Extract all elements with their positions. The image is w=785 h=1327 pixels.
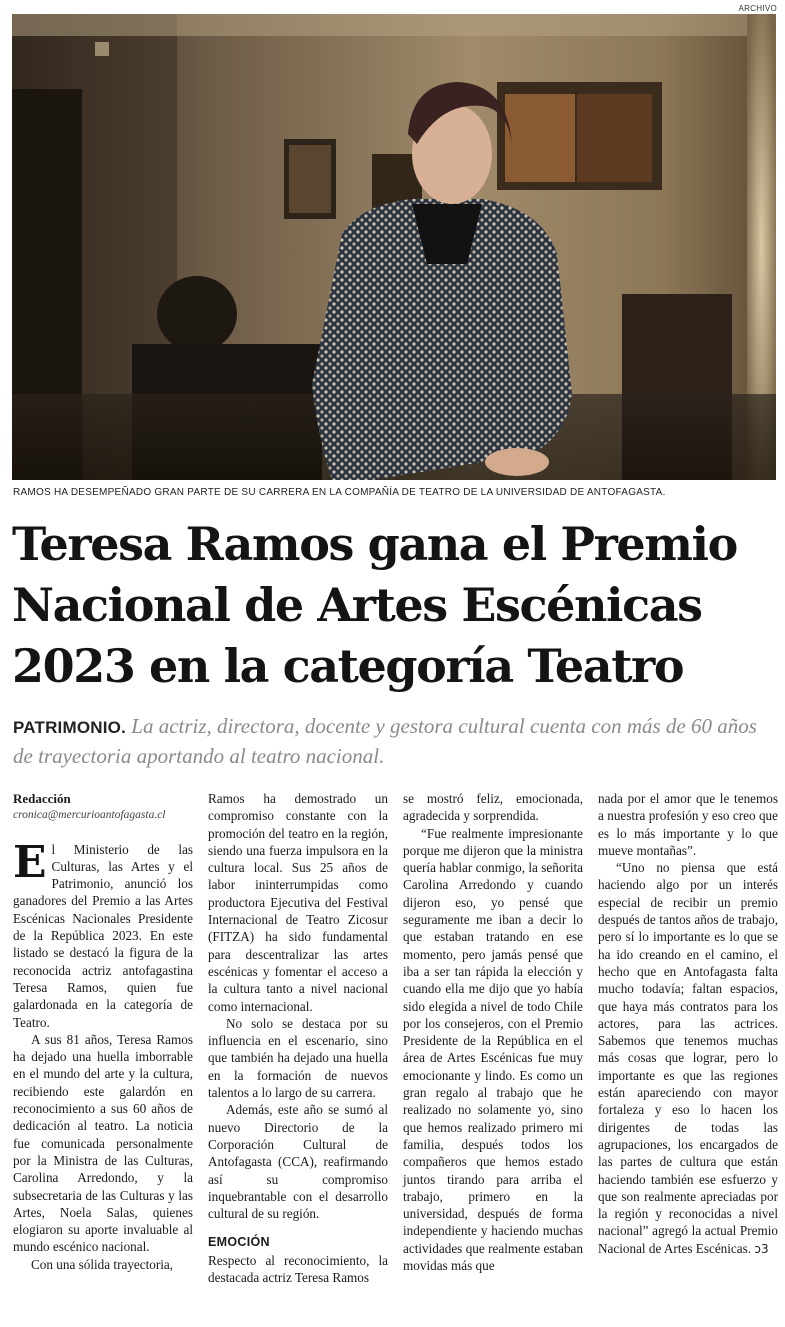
paragraph: Además, este año se sumó al nuevo Directorio de la Corporación Cultural de Antofagasta (CCA), reafirmando así su compromiso inquebrantable con el desarrollo cultural de su región. [208, 1102, 388, 1222]
byline-author: Redacción [13, 791, 71, 806]
column-1 [13, 790, 193, 1320]
deck [13, 712, 779, 770]
headline-line-3: 2023 en la categoría Teatro [12, 639, 684, 693]
paragraph: A sus 81 años, Teresa Ramos ha dejado una huella imborrable en el mundo del arte y la cultura, recibiendo este galardón en reconocimiento a sus 60 años de dedicación al teatro. La noticia fue comunicada personalmente por la Ministra de las Culturas, Carolina Arredondo, y la subsecretaria de las Culturas y las Artes, Noela Salas, quienes elogiaron su aporte invaluable al mundo escénico nacional. [13, 1031, 193, 1255]
end-mark-icon: ↄ3 [754, 1241, 769, 1256]
photo-caption: RAMOS HA DESEMPEÑADO GRAN PARTE DE SU CARRERA EN LA COMPAÑÍA DE TEATRO DE LA UNIVERSIDAD DE ANTOFAGASTA. [13, 487, 666, 498]
article-body [13, 790, 778, 1320]
portrait-image [12, 14, 776, 480]
column-3 [403, 790, 583, 1320]
headline [12, 514, 778, 697]
paragraph: “Uno no piensa que está haciendo algo por un interés especial de recibir un premio después de tantos años de trabajo, pero sí lo importante es lo que se ha ido creando en el camino, el hecho que en Antofagasta falta mucho todavía; faltan espacios, que haya más contratos para los actores, para las actrices. Sabemos que tenemos muchas más cosas que lograr, pero lo importante es que las regiones están apareciendo con mayor fortaleza y eso lo hacen los dirigentes de todas las agrupaciones, los encargados de las partes de cultura que están haciendo también ese esfuerzo y que son realmente apreciadas por la región y reconocidas a nivel nacional” agregó la actual Premio Nacional de Artes Escénicas. ↄ3 [598, 860, 778, 1256]
section-kicker: PATRIMONIO. [13, 718, 127, 737]
column-4 [598, 790, 778, 1320]
paragraph: Respecto al reconocimiento, la destacada actriz Teresa Ramos [208, 1252, 388, 1286]
deck-text: La actriz, directora, docente y gestora cultural cuenta con más de 60 años de trayectoria aportando al teatro nacional. [13, 714, 757, 768]
headline-line-1: Teresa Ramos gana el Premio [12, 517, 737, 571]
drop-cap: E [13, 836, 47, 888]
paragraph: nada por el amor que le tenemos a nuestra profesión y eso creo que es lo más importante y lo que mueve montañas”. [598, 791, 778, 858]
paragraph: “Fue realmente impresionante porque me dijeron que la ministra quería hablar conmigo, la señorita Carolina Arredondo y cuando dijeron eso, yo pensé que seguramente me iban a decir lo que estaban tratando en ese momento, pero jamás pensé que iba a ser tan rápida la elección y cuando ella me dijo que yo había sido elegida a nivel de todo Chile por los consejeros, con el Premio Presidente de la República en el área de Artes Escénicas fue muy emocionante y lindo. Es como un gran regalo al trabajo que he realizado no solamente yo, sino que hemos realizado primero mi familia, después todos los compañeros que hemos estado juntos tirando para arriba el trabajo, primero en la universidad, después de forma independiente y haciendo muchas actividades que realmente estaban movidas más que [403, 825, 583, 1274]
column-2 [208, 790, 388, 1320]
lead-paragraph: El Ministerio de las Culturas, las Artes y el Patrimonio, anunció los ganadores del Premio a las Artes Escénicas Nacionales Presidente de la República 2023. En este listado se destacó la figura de la reconocida actriz antofagastina Teresa Ramos, quien fue galardonada en la categoría de Teatro. [13, 836, 193, 1030]
article-photo [12, 14, 776, 480]
paragraph: Con una sólida trayectoria, [31, 1256, 174, 1272]
paragraph: se mostró feliz, emocionada, agradecida y sorprendida. [403, 791, 583, 824]
byline-email[interactable]: cronica@mercurioantofagasta.cl [13, 809, 166, 822]
headline-line-2: Nacional de Artes Escénicas [12, 578, 702, 632]
photo-credit: ARCHIVO [738, 4, 777, 13]
subhead: EMOCIÓN [208, 1235, 270, 1250]
paragraph: Ramos ha demostrado un compromiso constante con la promoción del teatro en la región, siendo una fuerza impulsora en la cultura local. Sus 25 años de labor ininterrumpidas como productora Ejecutiva del Festival Internacional de Teatro Zicosur (FITZA) ha sido fundamental para descentralizar las artes escénicas y fomentar el acceso a la cultura tanto a nivel nacional como internacional. [208, 791, 388, 1014]
paragraph: No solo se destaca por su influencia en el escenario, sino que también ha dejado una huella en la formación de nuevos talentos a lo largo de su carrera. [208, 1015, 388, 1101]
